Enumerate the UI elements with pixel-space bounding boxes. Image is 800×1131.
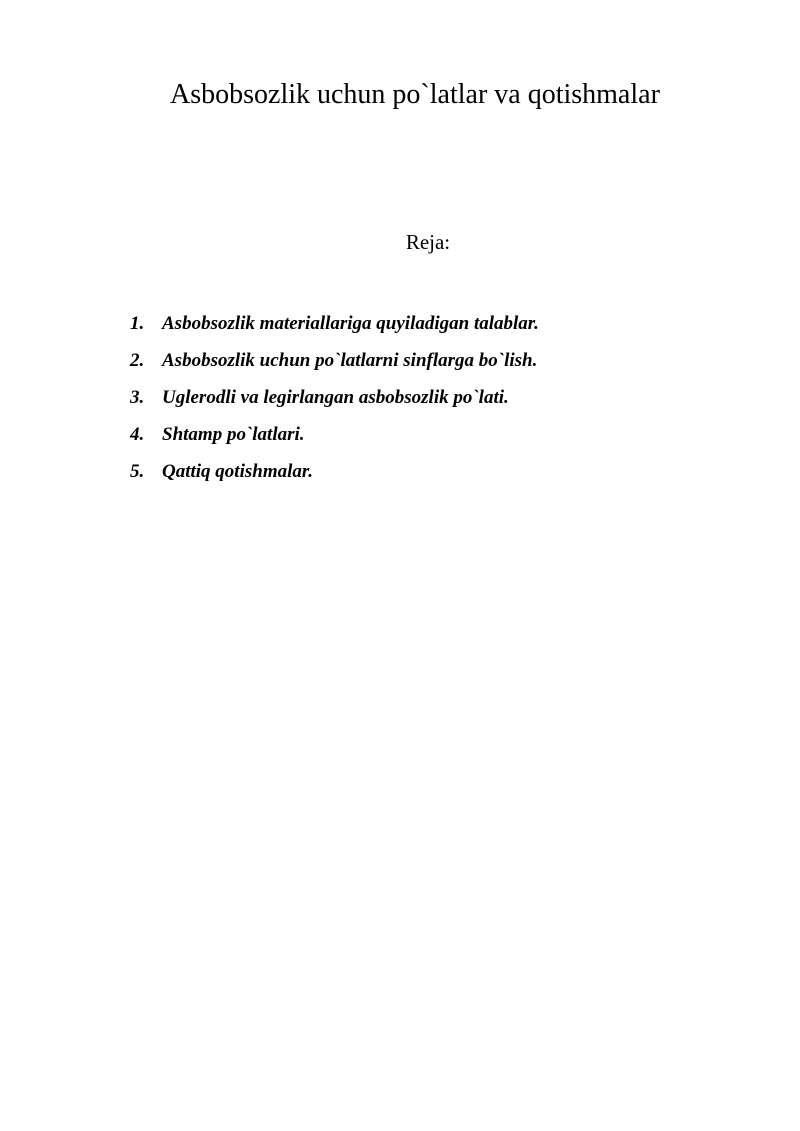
plan-item-number: 3. <box>130 387 145 408</box>
plan-item-number: 1. <box>130 313 145 334</box>
plan-item-text: Uglerodli va legirlangan asbobsozlik po`lati. <box>162 387 509 408</box>
plan-item <box>130 347 539 384</box>
plan-item-text: Qattiq qotishmalar. <box>162 461 313 482</box>
plan-list <box>130 310 539 495</box>
plan-item-number: 2. <box>130 350 145 371</box>
plan-item <box>130 458 539 495</box>
plan-item-number: 4. <box>130 424 145 445</box>
plan-item-text: Asbobsozlik uchun po`latlarni sinflarga bo`lish. <box>162 350 538 371</box>
plan-heading: Reja: <box>405 230 451 254</box>
plan-item-number: 5. <box>130 461 145 482</box>
plan-item <box>130 310 539 347</box>
document-title: Asbobsozlik uchun po`latlar va qotishmalar <box>170 79 660 110</box>
plan-item-text: Shtamp po`latlari. <box>162 424 305 445</box>
plan-item-text: Asbobsozlik materiallariga quyiladigan talablar. <box>162 313 539 334</box>
plan-item <box>130 421 539 458</box>
plan-item <box>130 384 539 421</box>
